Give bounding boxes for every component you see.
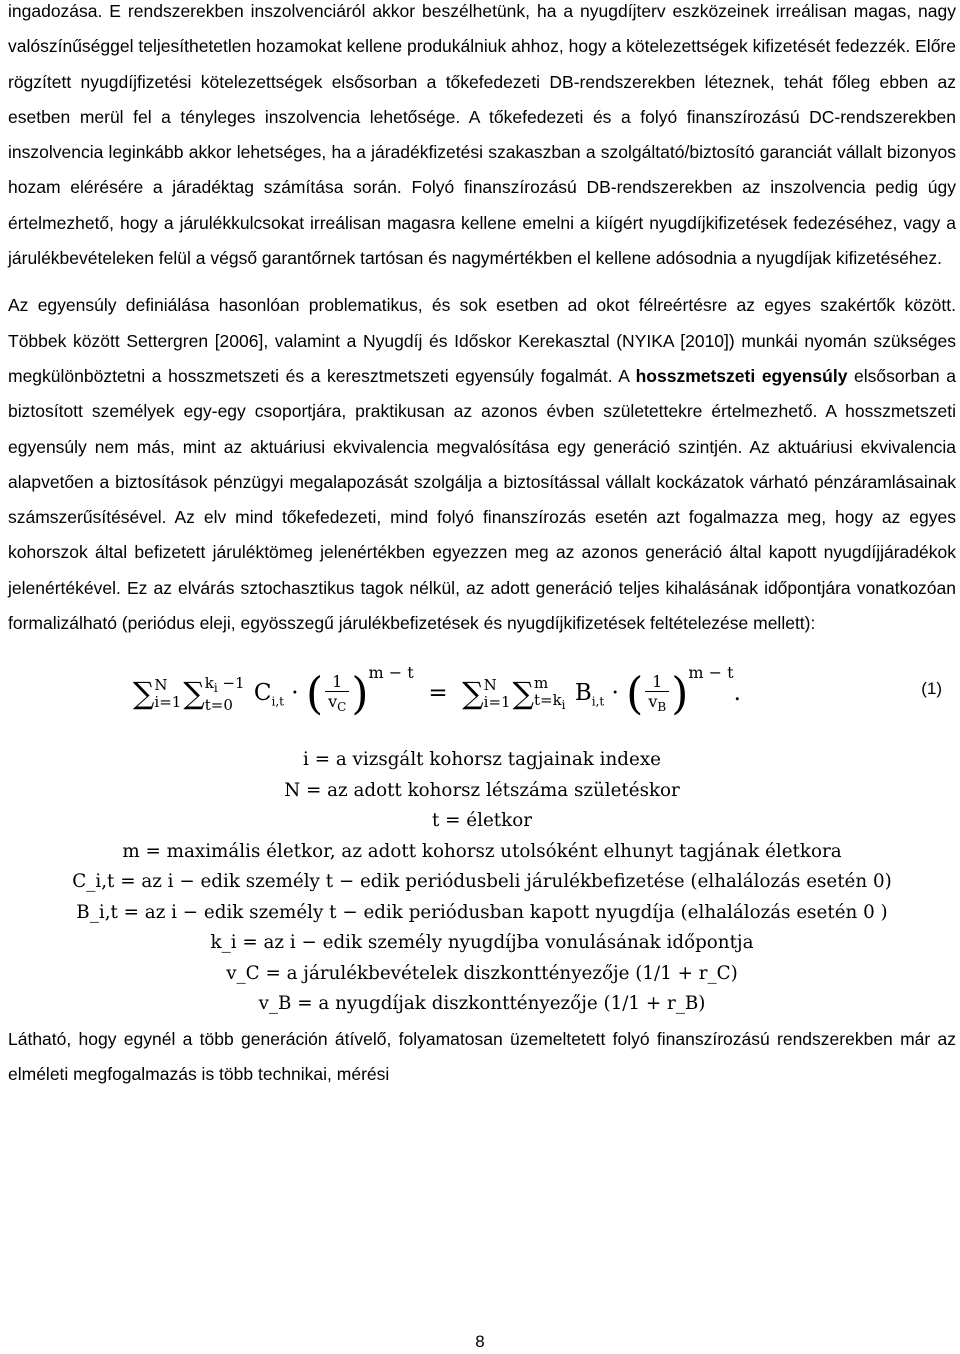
definition-B: B_i,t = az i − edik személy t − edik periódusban kapott nyugdíja (elhalálozás esetén 0 ) [76, 901, 888, 923]
document-page [8, 0, 956, 1092]
paragraph-egyensuly-text-start: Az egyensúly definiálása hasonlóan problematikus, és sok esetben ad okot félreértésre az egyes szakértők között. Többek között Settergren [2006], valamint a Nyugdíj és Időskor Kerekasztal (NYIKA [2010]) munkái nyomán szükséges megkülönböztetni a hosszmetszeti és a keresztmetszeti egyensúly fogalmát. A [8, 295, 956, 386]
equation-1 [8, 659, 956, 733]
equation-expression: ∑ N i=1 ∑ $k_i -1$ t=0 $C_{i,t}$ · ( $\frac{1}{v_C}$ )$^{m - t}$ = ∑ N i=1 ∑ m $t=k_i$ $B_{i,t}$ · ( $\frac{1}{v_B}$ )$^{m - t}$. [133, 663, 741, 720]
definition-m: m = maximális életkor, az adott kohorsz utolsóként elhunyt tagjának életkora [122, 840, 842, 862]
paragraph-egyensuly-text-end: elsősorban a biztosított személyek egy-egy csoportjára, praktikusan az azonos évben születettekre értelmezhető. A hosszmetszeti egyensúly nem más, mint az aktuáriusi ekvivalencia megvalósítása egy generáció szintjén. Az aktuáriusi ekvivalencia alapvetően a biztosítások pénzügyi megalapozását szolgálja a biztosítással vállalt kockázatok várható pénzáramlásainak számszerűsítésével. Az elv mind tőkefedezeti, mind folyó finanszírozás esetén azt fogalmazza meg, hogy az egyes kohorszok által befizetett járuléktömeg jelenértékben egyezzen meg az azonos generáció által kapott nyugdíjjáradékok jelenértékével. Ez az elvárás sztochasztikus tagok nélkül, az adott generáció teljes kihalásának időpontjára vonatkozóan formalizálható (periódus eleji, egyösszegű járulékbefizetések és nyugdíjkifizetések feltételezése mellett): [8, 365, 956, 634]
definition-i: i = a vizsgált kohorsz tagjainak indexe [303, 749, 661, 771]
definition-N: N = az adott kohorsz létszáma születéskor [284, 779, 680, 801]
definition-vC: v_C = a járulékbevételek diszkonttényezője (1/1 + r_C) [226, 962, 738, 984]
equation-number: (1) [921, 679, 942, 699]
definition-C: C_i,t = az i − edik személy t − edik periódusbeli járulékbefizetése (elhalálozás esetén 0) [72, 871, 892, 893]
paragraph-egyensuly [8, 288, 956, 641]
variable-definitions [8, 745, 956, 1020]
paragraph-inszolvencia: ingadozása. E rendszerekben inszolvenciáról akkor beszélhetünk, ha a nyugdíjterv eszközeinek irreálisan magas, nagy valószínűséggel teljesíthetetlen hozamokat kellene produkálniuk ahhoz, hogy a kötelezettségek kifizetését fedezzék. Előre rögzített nyugdíjfizetési kötelezettségek elsősorban a tőkefedezeti DB-rendszerekben léteznek, tehát főleg ebben az esetben merül fel a tényleges inszolvencia lehetősége. A tőkefedezeti és a folyó finanszírozású DC-rendszerekben inszolvencia leginkább akkor lehetséges, ha a járadékfizetési szakaszban a szolgáltató/biztosító garanciát vállalt bizonyos hozam elérésére a járadéktag számítása során. Folyó finanszírozású DB-rendszerekben az inszolvencia pedig úgy értelmezhető, hogy a járulékkulcsokat irreálisan magasra kellene emelni a kiígért nyugdíjkifizetések fedezéséhez, vagy a járulékbevételeken felül a végső garantőrnek tartósan és nagymértékben el kellene adósodnia a nyugdíjak kifizetéséhez. [8, 1, 956, 269]
definition-vB: v_B = a nyugdíjak diszkonttényezője (1/1 + r_B) [258, 993, 706, 1015]
definition-t: t = életkor [432, 810, 532, 832]
page-number: 8 [475, 1332, 485, 1351]
paragraph-lathato: Látható, hogy egynél a több generáción átívelő, folyamatosan üzemeltetett folyó finanszírozású rendszerekben már az elméleti megfogalmazás is több technikai, mérési [8, 1028, 956, 1085]
term-hosszmetszeti-egyensuly: hosszmetszeti egyensúly [635, 365, 848, 386]
definition-k: k_i = az i − edik személy nyugdíjba vonulásának időpontja [210, 932, 754, 954]
